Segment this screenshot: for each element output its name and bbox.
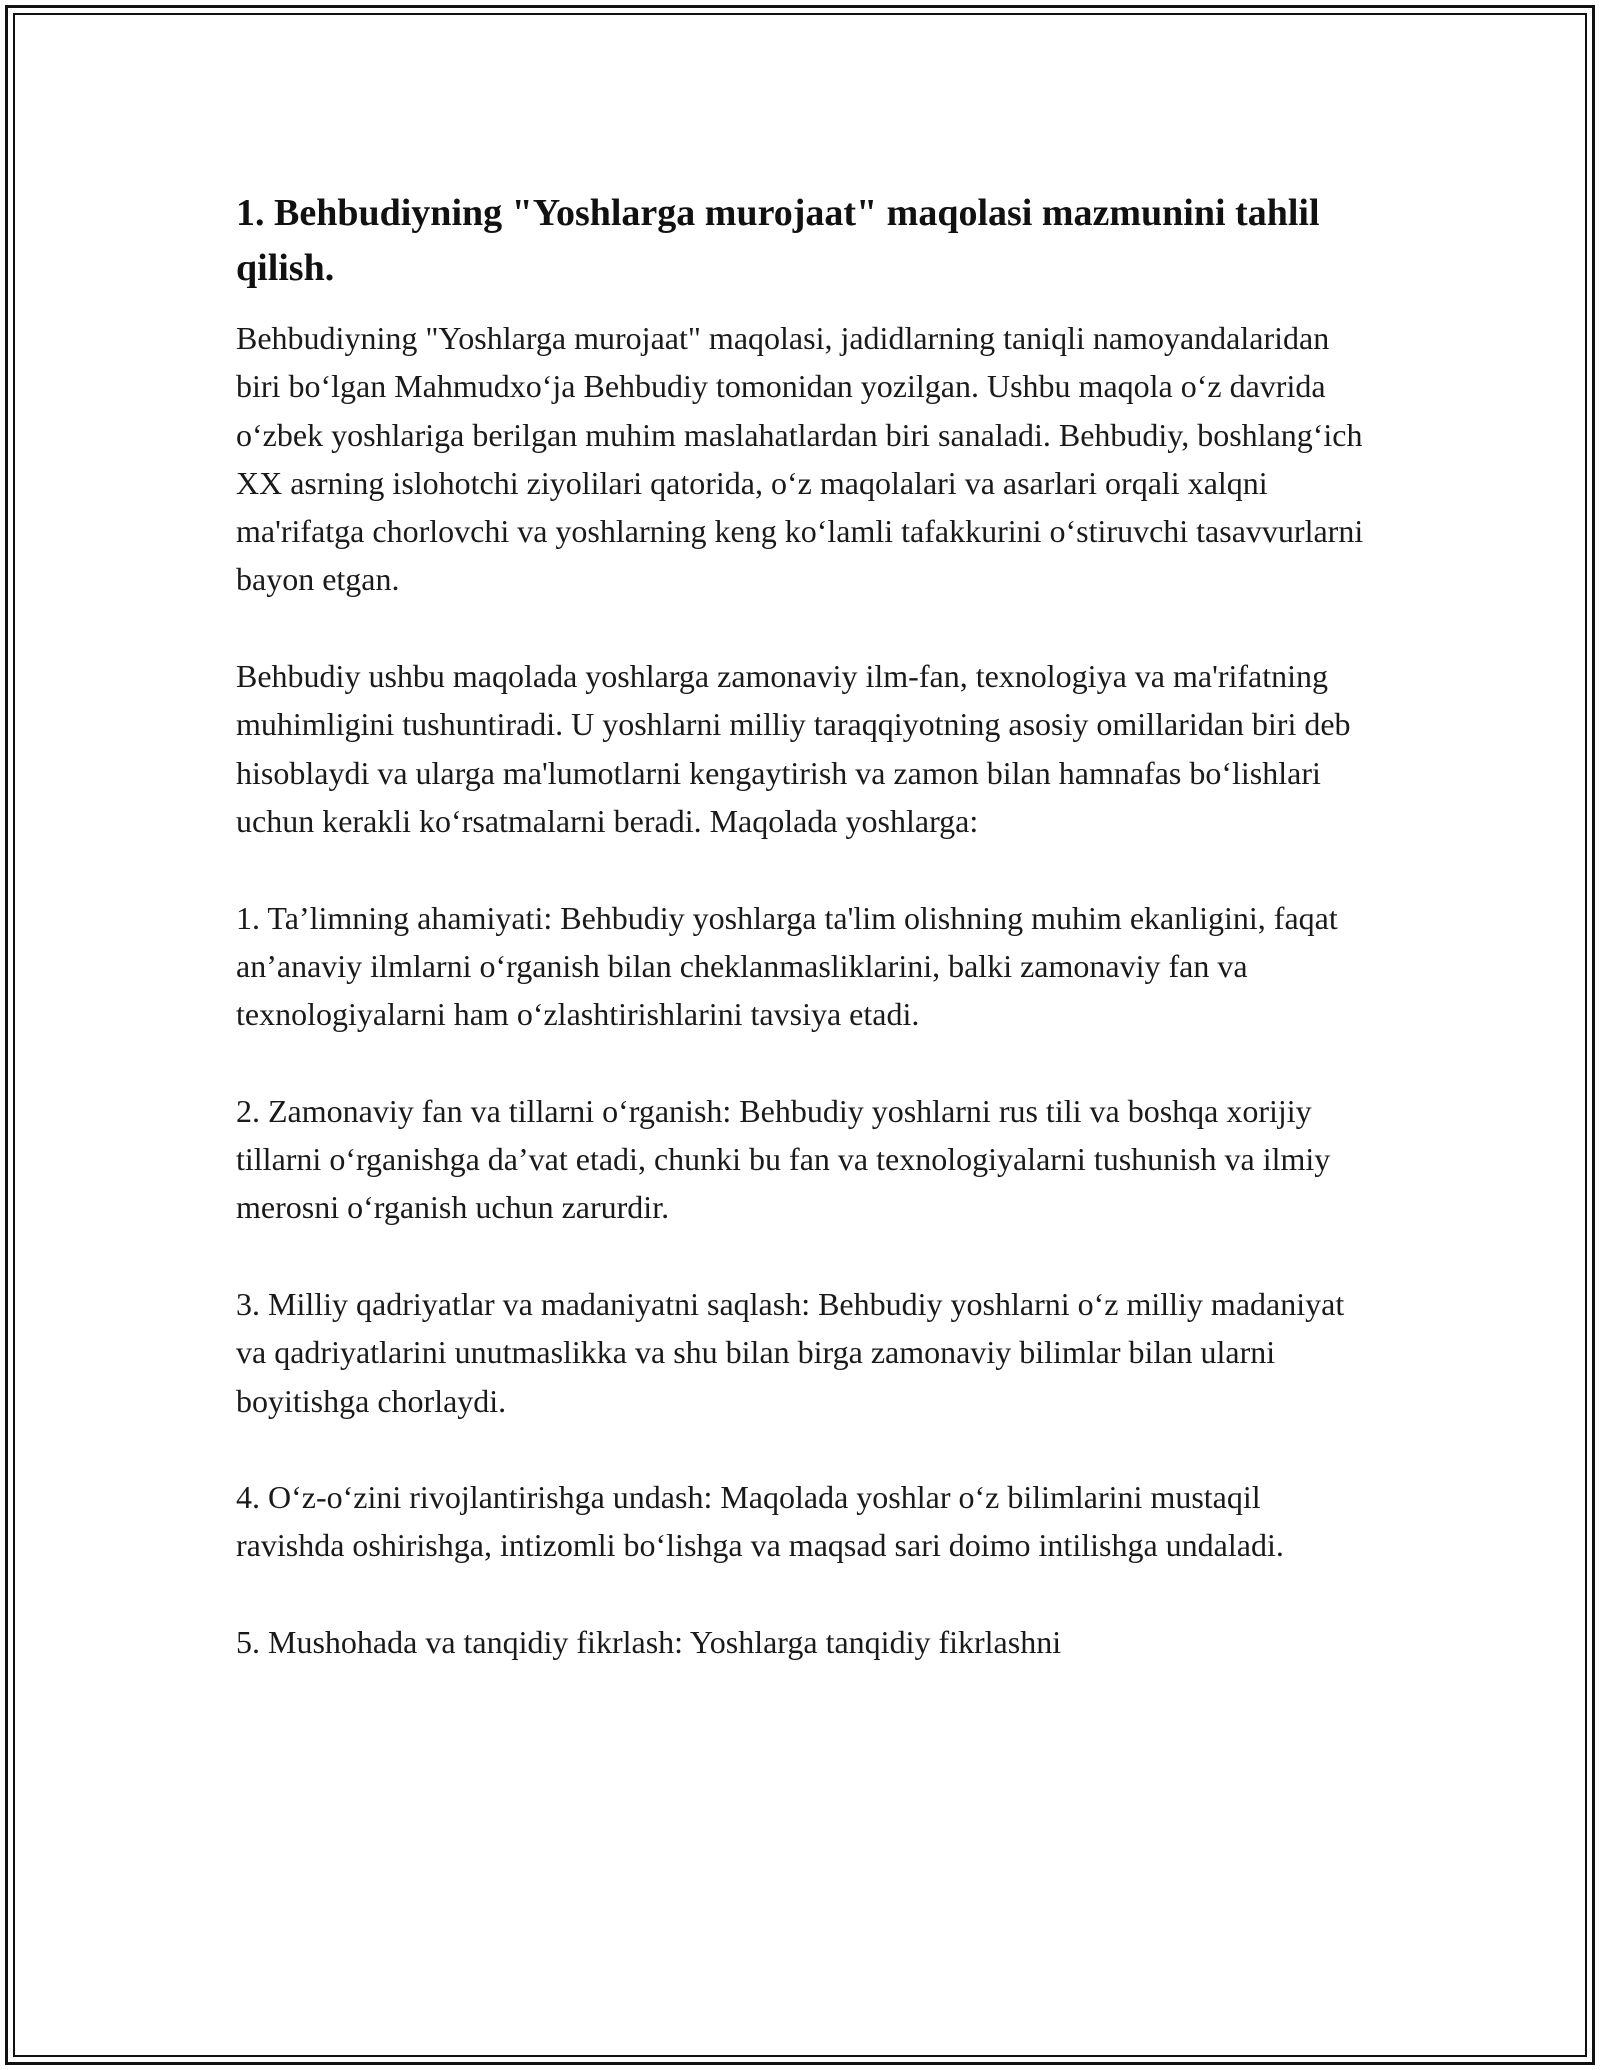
list-item-5: 5. Mushohada va tanqidiy fikrlash: Yoshlarga tanqidiy fikrlashni	[236, 1624, 1062, 1661]
paragraph-overview: Behbudiy ushbu maqolada yoshlarga zamonaviy ilm-fan, texnologiya va ma'rifatning muhimligini tushuntiradi. U yoshlarni milliy taraqqiyotning asosiy omillaridan biri deb hisoblaydi va ularga ma'lumotlarni kengaytirish va zamon bilan hamnafas boʻlishlari uchun kerakli koʻrsatmalarni beradi. Maqolada yoshlarga:	[236, 658, 1351, 839]
document-body	[236, 186, 1376, 1666]
list-item-3: 3. Milliy qadriyatlar va madaniyatni saqlash: Behbudiy yoshlarni oʻz milliy madaniyat va qadriyatlarini unutmaslikka va shu bilan birga zamonaviy bilimlar bilan ularni boyitishga chorlaydi.	[236, 1285, 1345, 1419]
paragraph-intro: Behbudiyning "Yoshlarga murojaat" maqolasi, jadidlarning taniqli namoyandalaridan biri boʻlgan Mahmudxoʻja Behbudiy tomonidan yozilgan. Ushbu maqola oʻz davrida oʻzbek yoshlariga berilgan muhim maslahatlardan biri sanaladi. Behbudiy, boshlangʻich XX asrning islohotchi ziyolilari qatorida, oʻz maqolalari va asarlari orqali xalqni ma'rifatga chorlovchi va yoshlarning keng koʻlamli tafakkurini oʻstiruvchi tasavvurlarni bayon etgan.	[236, 320, 1364, 598]
list-item-4: 4. Oʻz-oʻzini rivojlantirishga undash: Maqolada yoshlar oʻz bilimlarini mustaqil ravishda oshirishga, intizomli boʻlishga va maqsad sari doimo intilishga undaladi.	[236, 1479, 1284, 1564]
list-item-1: 1. Ta’limning ahamiyati: Behbudiy yoshlarga ta'lim olishning muhim ekanligini, faqat an’anaviy ilmlarni oʻrganish bilan cheklanmasliklarini, balki zamonaviy fan va texnologiyalarni ham oʻzlashtirishlarini tavsiya etadi.	[236, 899, 1338, 1033]
document-heading: 1. Behbudiyning "Yoshlarga murojaat" maqolasi mazmunini tahlil qilish.	[236, 192, 1320, 289]
list-item-2: 2. Zamonaviy fan va tillarni oʻrganish: Behbudiy yoshlarni rus tili va boshqa xorijiy tillarni oʻrganishga da’vat etadi, chunki bu fan va texnologiyalarni tushunish va ilmiy merosni oʻrganish uchun zarurdir.	[236, 1092, 1331, 1226]
